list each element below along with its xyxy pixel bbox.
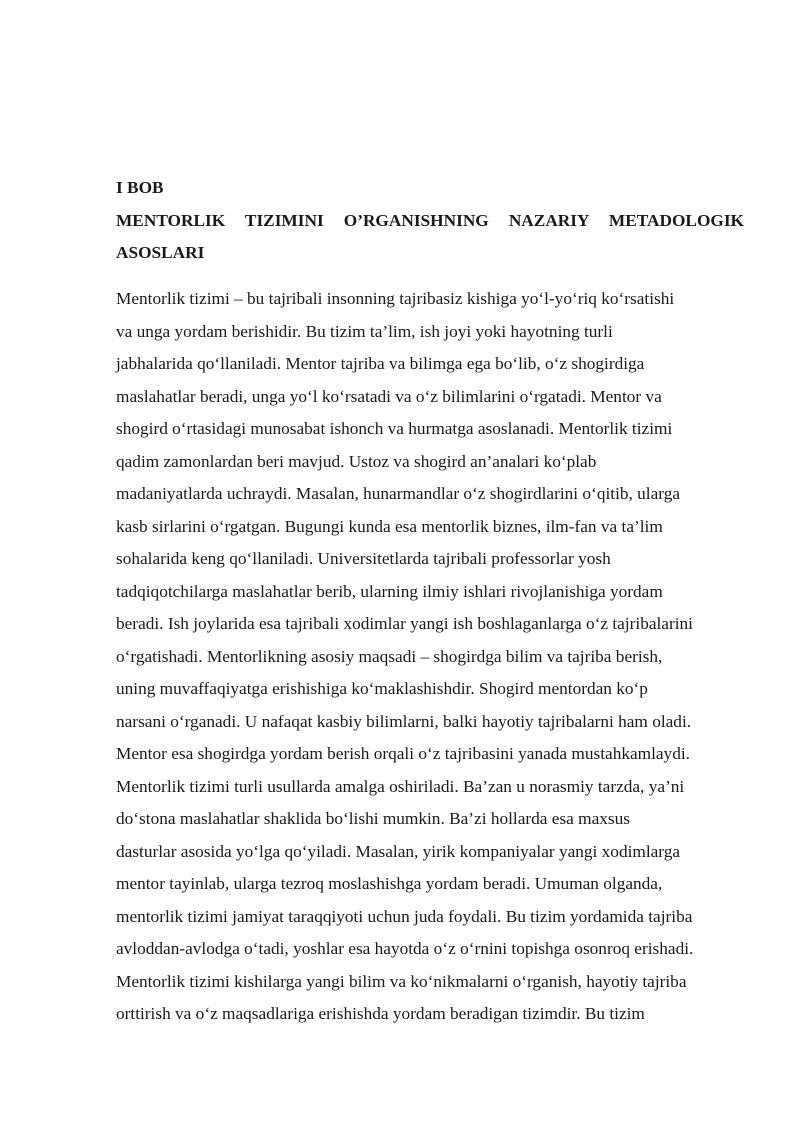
chapter-heading bbox=[116, 172, 744, 270]
paragraph-line: mentorlik tizimi jamiyat taraqqiyoti uchun juda foydali. Bu tizim yordamida tajriba bbox=[116, 906, 693, 926]
paragraph-line: doʻstona maslahatlar shaklida boʻlishi mumkin. Ba’zi hollarda esa maxsus bbox=[116, 809, 630, 828]
paragraph-line: orttirish va oʻz maqsadlariga erishishda yordam beradigan tizimdir. Bu tizim bbox=[116, 1004, 645, 1023]
paragraph-line: beradi. Ish joylarida esa tajribali xodimlar yangi ish boshlaganlarga oʻz tajribalarini bbox=[116, 614, 693, 633]
paragraph-line: avloddan-avlodga oʻtadi, yoshlar esa hayotda oʻz oʻrnini topishga osonroq erishadi. bbox=[116, 939, 694, 958]
paragraph-line: va unga yordam berishidir. Bu tizim ta’lim, ish joyi yoki hayotning turli bbox=[116, 321, 613, 341]
chapter-number: I BOB bbox=[116, 178, 164, 197]
paragraph-line: mentor tayinlab, ularga tezroq moslashishga yordam beradi. Umuman olganda, bbox=[116, 874, 663, 893]
paragraph-line: kasb sirlarini oʻrgatgan. Bugungi kunda esa mentorlik biznes, ilm-fan va ta’lim bbox=[116, 516, 663, 536]
paragraph-line: shogird oʻrtasidagi munosabat ishonch va hurmatga asoslanadi. Mentorlik tizimi bbox=[116, 419, 673, 438]
chapter-title bbox=[116, 205, 744, 270]
chapter-title-line-2: ASOSLARI bbox=[116, 243, 205, 262]
paragraph-line: Mentorlik tizimi kishilarga yangi bilim va koʻnikmalarni oʻrganish, hayotiy tajriba bbox=[116, 971, 687, 991]
paragraph-line: maslahatlar beradi, unga yoʻl koʻrsatadi va oʻz bilimlarini oʻrgatadi. Mentor va bbox=[116, 386, 662, 406]
paragraph-line: qadim zamonlardan beri mavjud. Ustoz va shogird an’analari koʻplab bbox=[116, 451, 597, 471]
paragraph-line: dasturlar asosida yoʻlga qoʻyiladi. Masalan, yirik kompaniyalar yangi xodimlarga bbox=[116, 841, 681, 861]
paragraph-line: Mentor esa shogirdga yordam berish orqali oʻz tajribasini yanada mustahkamlaydi. bbox=[116, 744, 690, 763]
paragraph-line: uning muvaffaqiyatga erishishiga koʻmaklashishdir. Shogird mentordan koʻp bbox=[116, 679, 648, 698]
paragraph-line: Mentorlik tizimi turli usullarda amalga oshiriladi. Ba’zan u norasmiy tarzda, ya’ni bbox=[116, 776, 685, 796]
paragraph-line: oʻrgatishadi. Mentorlikning asosiy maqsadi – shogirdga bilim va tajriba berish, bbox=[116, 646, 663, 666]
body-paragraph bbox=[116, 283, 744, 1031]
chapter-title-line-1: MENTORLIK TIZIMINI O’RGANISHNING NAZARIY METADOLOGIK bbox=[116, 210, 744, 230]
paragraph-line: sohalarida keng qoʻllaniladi. Universitetlarda tajribali professorlar yosh bbox=[116, 549, 611, 568]
paragraph-line: narsani oʻrganadi. U nafaqat kasbiy bilimlarni, balki hayotiy tajribalarni ham oladi. bbox=[116, 711, 692, 731]
paragraph-line: jabhalarida qoʻllaniladi. Mentor tajriba va bilimga ega boʻlib, oʻz shogirdiga bbox=[116, 354, 645, 373]
paragraph-line: tadqiqotchilarga maslahatlar berib, ularning ilmiy ishlari rivojlanishiga yordam bbox=[116, 581, 663, 601]
paragraph-line: madaniyatlarda uchraydi. Masalan, hunarmandlar oʻz shogirdlarini oʻqitib, ularga bbox=[116, 484, 681, 503]
paragraph-line: Mentorlik tizimi – bu tajribali insonning tajribasiz kishiga yoʻl-yoʻriq koʻrsatishi bbox=[116, 289, 675, 308]
